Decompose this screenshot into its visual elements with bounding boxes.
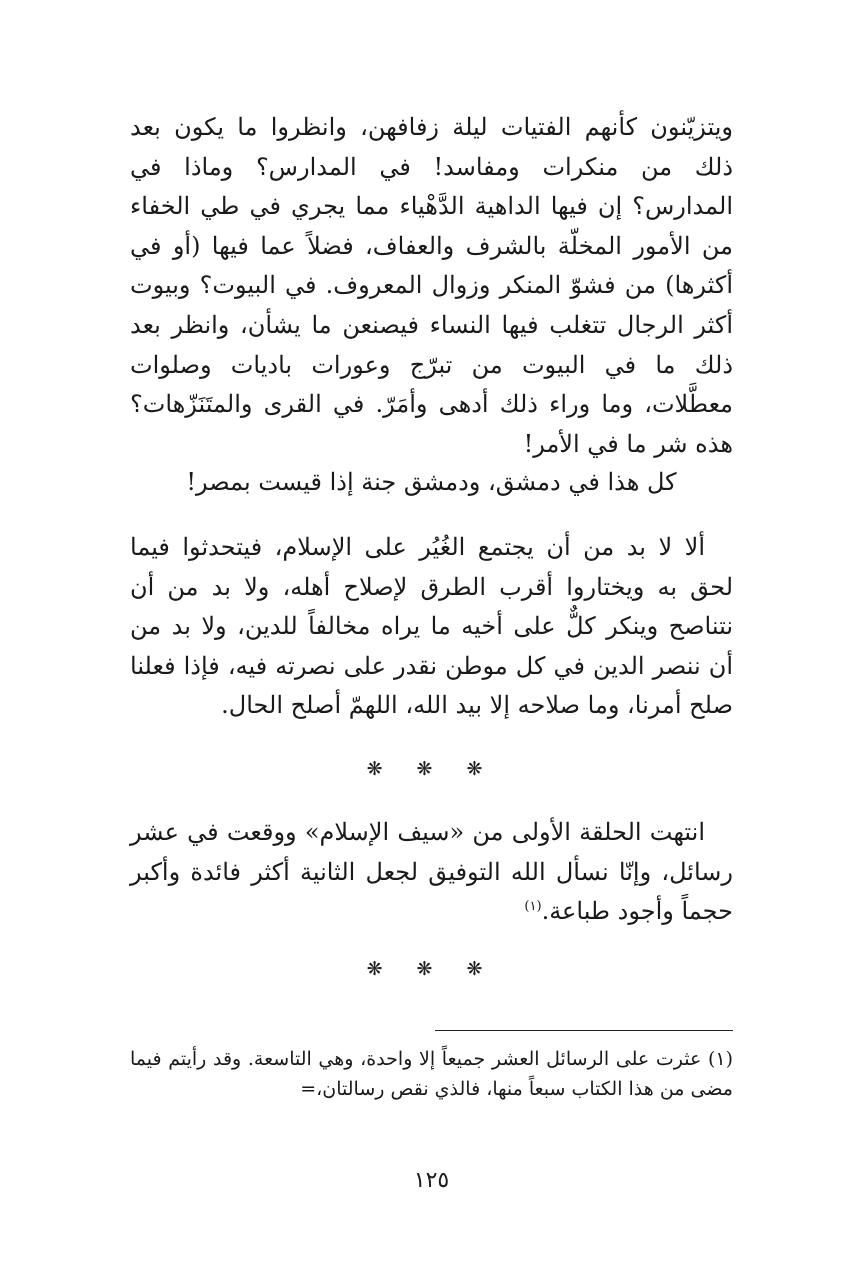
paragraph-series-end-text: انتهت الحلقة الأولى من «سيف الإسلام» ووقعت في عشر رسائل، وإنّا نسأل الله التوفيق لجعل الثانية أكثر فائدة وأكبر حجماً وأجود طباعة. xyxy=(130,818,733,926)
verse-line: كل هذا في دمشق، ودمشق جنة إذا قيست بمصر! xyxy=(186,468,677,496)
footnote-divider xyxy=(435,1030,733,1031)
section-separator-stars: ❋ ❋ ❋ xyxy=(366,758,497,780)
section-separator-stars-2: ❋ ❋ ❋ xyxy=(366,958,497,980)
page-number: ١٢٥ xyxy=(413,1168,450,1193)
footnote-reference: (١) xyxy=(524,899,542,915)
paragraph-series-end xyxy=(130,813,733,932)
paragraph-schools-homes: ويتزيّنون كأنهم الفتيات ليلة زفافهن، وانظروا ما يكون بعد ذلك من منكرات ومفاسد! في المدارس؟ وماذا في المدارس؟ إن فيها الداهية الدَّهْياء مما يجري في طي الخفاء من الأمور المخلّة بالشرف والعفاف، فضلاً عما فيها (أو في أكثرها) من فشوّ المنكر وزوال المعروف. في البيوت؟ وبيوت أكثر الرجال تتغلب فيها النساء فيصنعن ما يشأن، وانظر بعد ذلك ما في البيوت من تبرّج وعورات باديات وصلوات معطَّلات، وما وراء ذلك أدهى وأمَرّ. في القرى والمتَنَزّهات؟ هذه شر ما في الأمر! xyxy=(130,113,733,458)
paragraph-call-to-action: ألا لا بد من أن يجتمع الغُيُر على الإسلام، فيتحدثوا فيما لحق به ويختاروا أقرب الطرق لإصلاح أهله، ولا بد من أن نتناصح وينكر كلٌّ على أخيه ما يراه مخالفاً للدين، ولا بد من أن ننصر الدين في كل موطن نقدر على نصرته فيه، فإذا فعلنا صلح أمرنا، وما صلاحه إلا بيد الله، اللهمّ أصلح الحال. xyxy=(130,533,733,720)
footnote-text: (١) عثرت على الرسائل العشر جميعاً إلا واحدة، وهي التاسعة. وقد رأيتم فيما مضى من هذا الكتاب سبعاً منها، فالذي نقص رسالتان،= xyxy=(130,1048,733,1100)
page-body xyxy=(130,108,733,1228)
